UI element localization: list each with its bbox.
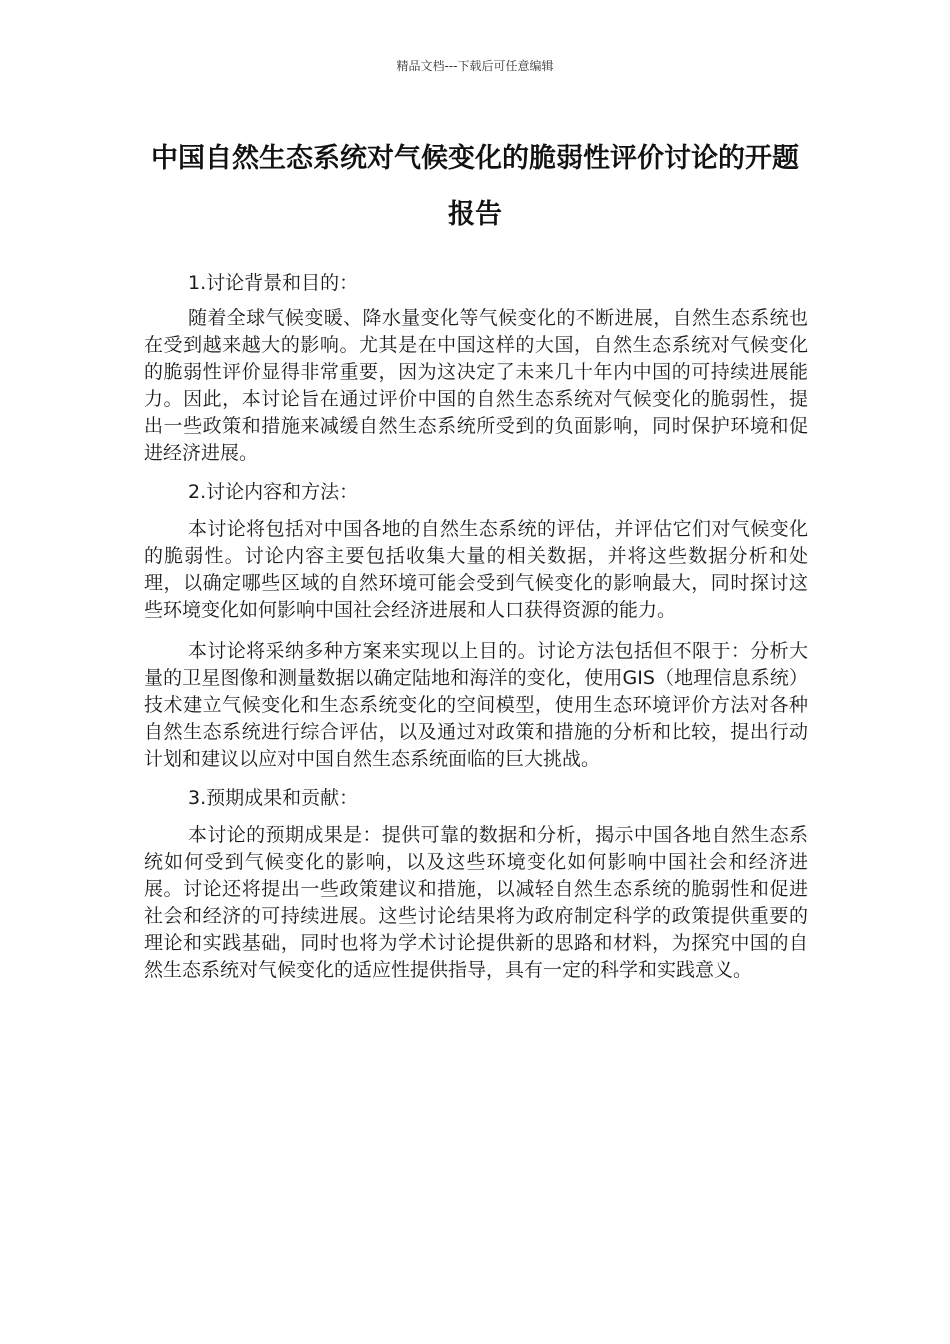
body-paragraph: 本讨论的预期成果是：提供可靠的数据和分析，揭示中国各地自然生态系统如何受到气候变化的影响，以及这些环境变化如何影响中国社会和经济进展。讨论还将提出一些政策建议和措施，以减轻自然生态系统的脆弱性和促进社会和经济的可持续进展。这些讨论结果将为政府制定科学的政策提供重要的理论和实践基础，同时也将为学术讨论提供新的思路和材料，为探究中国的自然生态系统对气候变化的适应性提供指导，具有一定的科学和实践意义。: [144, 824, 808, 981]
section-background: [144, 270, 808, 467]
document-body: [144, 270, 808, 992]
section-heading: 1.讨论背景和目的：: [188, 272, 359, 294]
header-note: 精品文档---下载后可任意编辑: [396, 59, 554, 73]
section-heading: 3.预期成果和贡献：: [188, 787, 359, 809]
section-expected-results: [144, 785, 808, 984]
section-heading: 2.讨论内容和方法：: [188, 481, 359, 503]
document-title: 中国自然生态系统对气候变化的脆弱性评价讨论的开题报告: [151, 143, 799, 230]
section-content-methods: [144, 479, 808, 773]
body-paragraph: 随着全球气候变暖、降水量变化等气候变化的不断进展，自然生态系统也在受到越来越大的影响。尤其是在中国这样的大国，自然生态系统对气候变化的脆弱性评价显得非常重要，因为这决定了未来几十年内中国的可持续进展能力。因此，本讨论旨在通过评价中国的自然生态系统对气候变化的脆弱性，提出一些政策和措施来减缓自然生态系统所受到的负面影响，同时保护环境和促进经济进展。: [144, 307, 808, 464]
body-paragraph: 本讨论将包括对中国各地的自然生态系统的评估，并评估它们对气候变化的脆弱性。讨论内容主要包括收集大量的相关数据，并将这些数据分析和处理，以确定哪些区域的自然环境可能会受到气候变化的影响最大，同时探讨这些环境变化如何影响中国社会经济进展和人口获得资源的能力。: [144, 518, 808, 621]
body-paragraph: 本讨论将采纳多种方案来实现以上目的。讨论方法包括但不限于：分析大量的卫星图像和测量数据以确定陆地和海洋的变化，使用GIS（地理信息系统）技术建立气候变化和生态系统变化的空间模型，使用生态环境评价方法对各种自然生态系统进行综合评估，以及通过对政策和措施的分析和比较，提出行动计划和建议以应对中国自然生态系统面临的巨大挑战。: [144, 640, 808, 770]
